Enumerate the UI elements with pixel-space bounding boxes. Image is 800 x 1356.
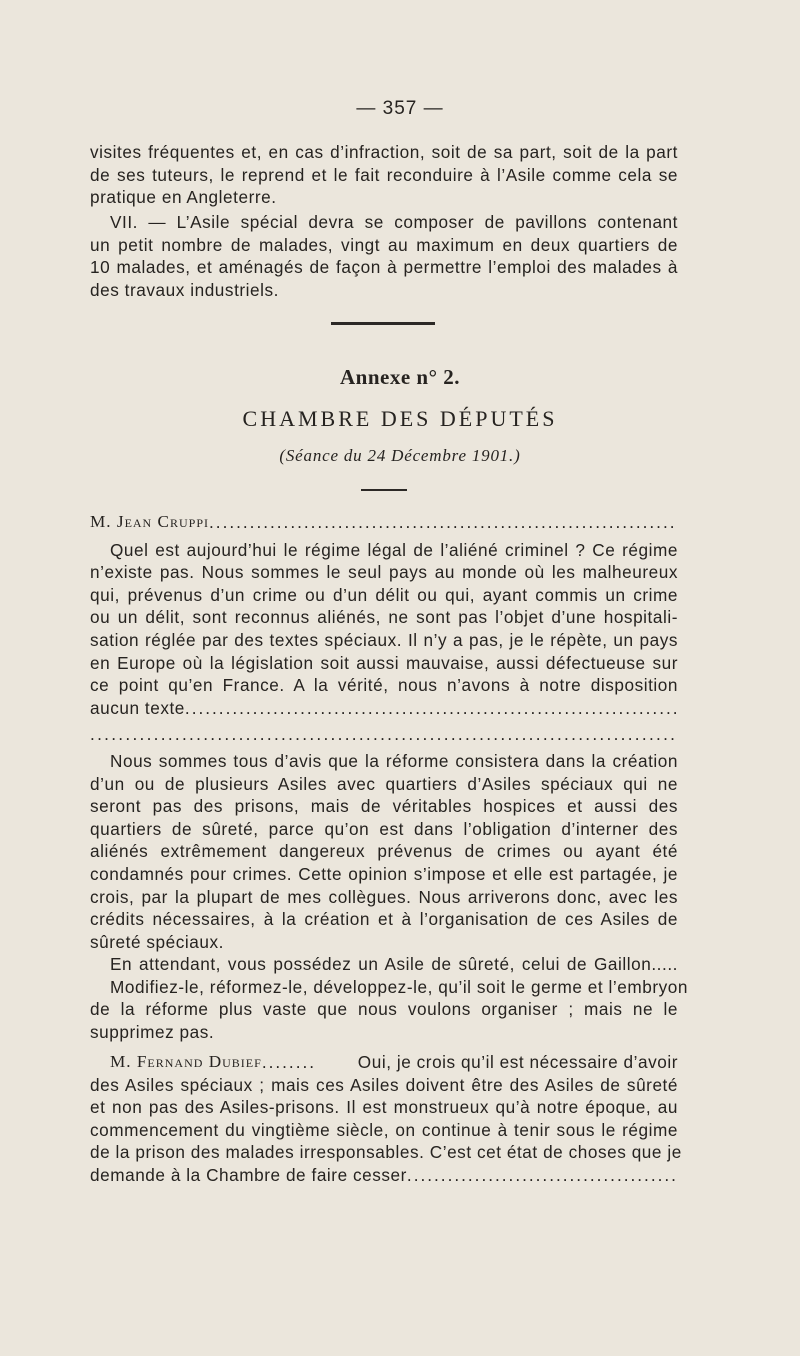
text-line: aliénés extrêmement dangereux prévenus de crimes ou ayant été [90, 841, 678, 862]
text-line: un petit nombre de malades, vingt au maximum en deux quartiers de [90, 234, 678, 255]
text-line: Quel est aujourd’hui le régime légal de l’aliéné criminel ? Ce régime [110, 539, 678, 560]
text-line: de la réforme plus vaste que nous voulons organiser ; mais ne le [90, 999, 678, 1020]
text-line: crois, par la plupart de mes collègues. Nous arriverons donc, avec les [90, 886, 678, 907]
text-line: commencement du vingtième siècle, on continue à tenir sous le régime [90, 1119, 678, 1140]
speaker-line [90, 511, 678, 534]
speaker-name: M. Jean Cruppi [90, 512, 210, 531]
text-line: d’un ou de plusieurs Asiles avec quartiers d’Asiles spéciaux qui ne [90, 773, 678, 794]
dot-leader: ........ [261, 1052, 317, 1072]
text-line: seront pas des prisons, mais de véritables hospices et aussi des [90, 796, 678, 817]
text-line: supprimez pas. [90, 1022, 215, 1043]
short-divider [361, 489, 407, 491]
text-line-with-leader [90, 1164, 678, 1187]
text-line: de la prison des malades irresponsables. C’est cet état de choses que je [90, 1142, 682, 1163]
speaker-name: M. Fernand Dubief [110, 1052, 262, 1071]
text-line: sation réglée par des textes spéciaux. Il n’y a pas, je le répète, un pays [90, 629, 678, 650]
text-line: 10 malades, et aménagés de façon à permettre l’emploi des malades à [90, 257, 678, 278]
dot-leader [407, 1164, 678, 1187]
text-line: en Europe où la législation soit aussi mauvaise, aussi défectueuse sur [90, 652, 678, 673]
text-line: Modifiez-le, réformez-le, développez-le, qu’il soit le germe et l’embryon [110, 976, 688, 997]
text-line: visites fréquentes et, en cas d’infraction, soit de sa part, soit de la part [90, 142, 678, 162]
text-line: qui, prévenus d’un crime ou d’un délit ou qui, ayant commis un crime [90, 584, 678, 605]
speech-dubief [90, 1051, 682, 1187]
session-date: (Séance du 24 Décembre 1901.) [279, 446, 521, 465]
text-line-with-leader [90, 697, 678, 720]
text-line: des travaux industriels. [90, 279, 279, 300]
ellipsis-row [90, 723, 678, 746]
text-line: pratique en Angleterre. [90, 187, 277, 208]
text-line: de ses tuteurs, le reprend et le fait reconduire à l’Asile comme cela se [90, 164, 678, 185]
chamber-title: CHAMBRE DES DÉPUTÉS [242, 406, 558, 431]
text-line: et non pas des Asiles-prisons. Il est monstrueux qu’à notre époque, au [90, 1097, 678, 1118]
text-line: condamnés pour crimes. Cette opinion s’impose et elle est partagée, je [90, 863, 678, 884]
speaker-line [90, 1051, 678, 1074]
dot-leader [209, 511, 678, 534]
text-line: Oui, je crois qu’il est nécessaire d’avoir [357, 1052, 678, 1072]
text-line: VII. — L’Asile spécial devra se composer de pavillons contenant [110, 212, 678, 232]
text-line: aucun texte [90, 697, 185, 718]
text-line: ou un délit, sont reconnus aliénés, ne sont pas l’objet d’une hospitali- [90, 607, 678, 628]
text-line: ce point qu’en France. A la vérité, nous n’avons à notre disposition [90, 675, 678, 696]
text-line: n’existe pas. Nous sommes le seul pays au monde où les malheureux [90, 562, 678, 583]
intro-paragraph [90, 141, 678, 209]
speech-cruppi [90, 511, 688, 1044]
text-line: sûreté spéciaux. [90, 931, 224, 952]
text-line: Nous sommes tous d’avis que la réforme consistera dans la création [110, 750, 678, 771]
text-line: demande à la Chambre de faire cesser [90, 1164, 407, 1185]
article-vii-paragraph [90, 211, 678, 301]
annex-heading: Annexe n° 2. [340, 365, 460, 389]
text-line: quartiers de sûreté, parce qu’on est dans l’obligation d’interner des [90, 818, 678, 839]
dot-leader [185, 697, 678, 720]
text-line: En attendant, vous possédez un Asile de sûreté, celui de Gaillon..... [110, 954, 678, 975]
text-line: des Asiles spéciaux ; mais ces Asiles doivent être des Asiles de sûreté [90, 1074, 678, 1095]
section-divider [331, 322, 435, 325]
text-line: crédits nécessaires, à la création et à l’organisation de ces Asiles de [90, 909, 678, 930]
page-number: — 357 — [356, 98, 444, 119]
